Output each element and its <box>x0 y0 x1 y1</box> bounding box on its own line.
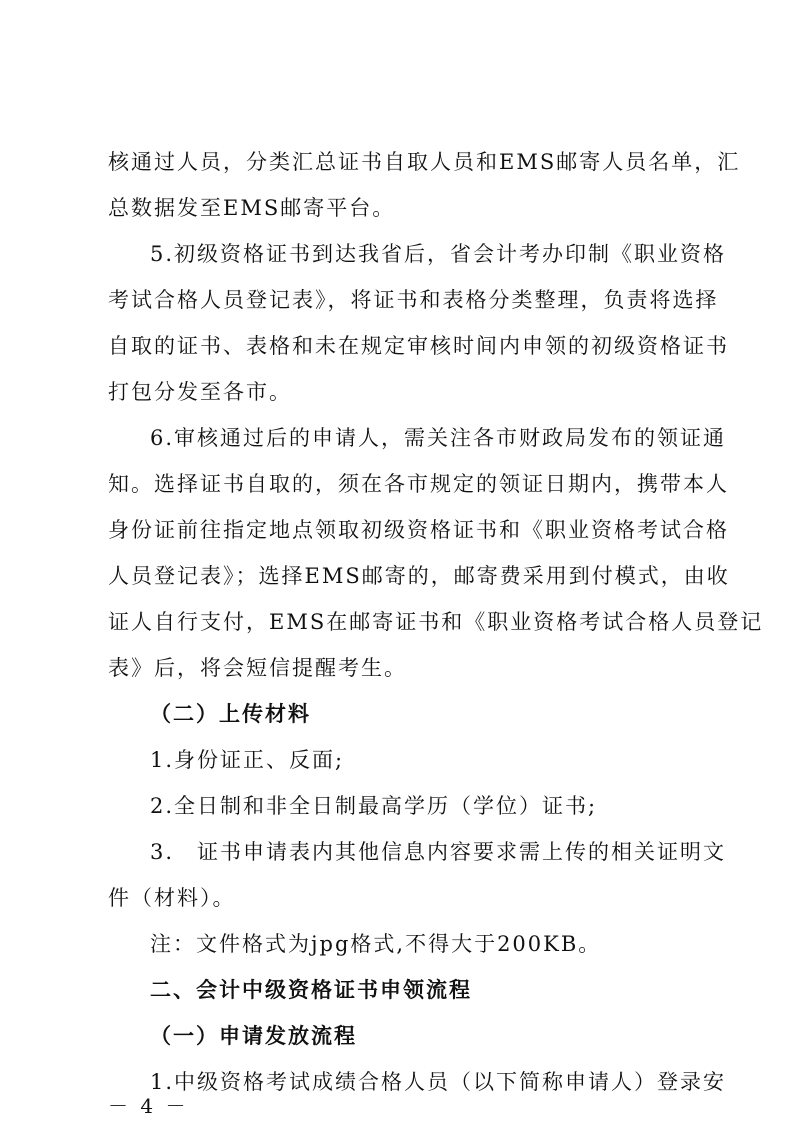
paragraph-line: 核通过人员，分类汇总证书自取人员和EMS邮寄人员名单，汇 <box>108 150 741 174</box>
paragraph-line: 1.中级资格考试成绩合格人员（以下简称申请人）登录安 <box>150 1070 727 1094</box>
paragraph-line: 件（材料）。 <box>108 886 236 910</box>
section-subheading: （二）上传材料 <box>150 702 311 726</box>
list-item: 1.身份证正、反面; <box>150 748 345 772</box>
list-item: 3. 证书申请表内其他信息内容要求需上传的相关证明文 <box>150 840 727 864</box>
paragraph-line: 打包分发至各市。 <box>108 380 292 404</box>
section-subheading: （一）申请发放流程 <box>150 1024 357 1048</box>
paragraph-line: 知。选择证书自取的，须在各市规定的领证日期内，携带本人 <box>108 472 729 496</box>
paragraph-line: 人员登记表》；选择EMS邮寄的，邮寄费采用到付模式，由收 <box>108 564 730 588</box>
list-item: 2.全日制和非全日制最高学历（学位）证书; <box>150 794 598 818</box>
note-text: 注：文件格式为jpg格式,不得大于200KB。 <box>150 932 602 956</box>
paragraph-line: 表》后，将会短信提醒考生。 <box>108 656 407 680</box>
paragraph-line: 总数据发至EMS邮寄平台。 <box>108 196 396 220</box>
section-heading: 二、会计中级资格证书申领流程 <box>150 978 472 1002</box>
paragraph-line: 考试合格人员登记表》，将证书和表格分类整理，负责将选择 <box>108 288 719 312</box>
page-number: － 4 － <box>108 1094 189 1118</box>
paragraph-line: 自取的证书、表格和未在规定审核时间内申领的初级资格证书 <box>108 334 729 358</box>
paragraph-line: 5.初级资格证书到达我省后，省会计考办印制《职业资格 <box>150 242 727 266</box>
paragraph-line: 证人自行支付，EMS在邮寄证书和《职业资格考试合格人员登记 <box>108 610 764 634</box>
paragraph-line: 身份证前往指定地点领取初级资格证书和《职业资格考试合格 <box>108 518 729 542</box>
paragraph-line: 6.审核通过后的申请人，需关注各市财政局发布的领证通 <box>150 426 727 450</box>
